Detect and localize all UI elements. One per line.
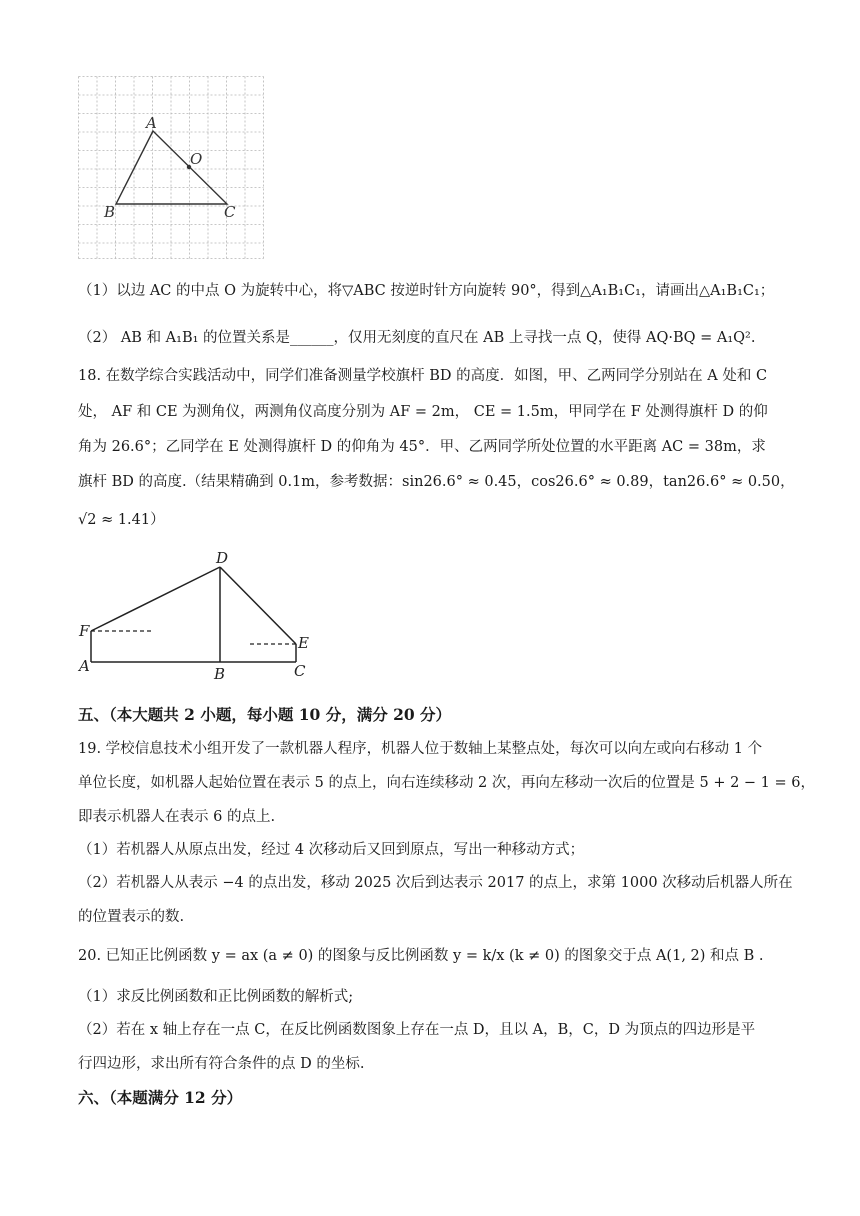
q19-line-4: （1）若机器人从原点出发，经过 4 次移动后又回到原点，写出一种移动方式； [78,842,585,858]
label-b2: B [214,665,226,683]
label-a2: A [79,657,90,675]
q18-line-1: 18. 在数学综合实践活动中，同学们准备测量学校旗杆 BD 的高度．如图，甲、乙两同学分别站在 A 处和 C [78,368,768,384]
segment-fd [91,567,220,631]
label-d: D [216,549,229,567]
q20-line-3: （2）若在 x 轴上存在一点 C，在反比例函数图象上存在一点 D，且以 A，B，C，D 为顶点的四边形是平 [78,1022,756,1038]
label-c2: C [294,662,306,680]
q18-line-4: 旗杆 BD 的高度.（结果精确到 0.1m，参考数据：sin26.6° ≈ 0.45，cos26.6° ≈ 0.89，tan26.6° ≈ 0.50， [78,474,795,490]
q17-part2: （2） AB 和 A₁B₁ 的位置关系是______，仅用无刻度的直尺在 AB 上寻找一点 Q，使得 AQ·BQ = A₁Q². [78,330,756,346]
q18-line-5: √2 ≈ 1.41） [78,512,165,528]
label-c: C [224,203,236,221]
label-a: A [146,114,157,132]
q18-line-2: 处， AF 和 CE 为测角仪，两测角仪高度分别为 AF = 2m， CE = 1.5m，甲同学在 F 处测得旗杆 D 的仰 [78,404,768,420]
q19-line-6: 的位置表示的数. [78,909,185,925]
q20-line-2: （1）求反比例函数和正比例函数的解析式; [78,989,354,1005]
q17-part1: （1）以边 AC 的中点 O 为旋转中心，将▽ABC 按逆时针方向旋转 90°，得到△A₁B₁C₁，请画出△A₁B₁C₁； [78,283,775,299]
flagpole-figure [76,545,326,685]
label-e: E [298,634,309,652]
label-o: O [190,150,203,168]
q20-line-1: 20. 已知正比例函数 y = ax (a ≠ 0) 的图象与反比例函数 y = k/x (k ≠ 0) 的图象交于点 A(1, 2) 和点 B . [78,948,764,964]
section-6-heading: 六、（本题满分 12 分） [78,1088,243,1107]
q20-line-4: 行四边形，求出所有符合条件的点 D 的坐标. [78,1056,365,1072]
q19-line-3: 即表示机器人在表示 6 的点上. [78,809,276,825]
q19-line-1: 19. 学校信息技术小组开发了一款机器人程序，机器人位于数轴上某整点处，每次可以向左或向右移动 1 个 [78,741,763,757]
segment-de [220,567,296,644]
q18-line-3: 角为 26.6°；乙同学在 E 处测得旗杆 D 的仰角为 45°．甲、乙两同学所处位置的水平距离 AC = 38m，求 [78,439,766,455]
label-b: B [104,203,116,221]
grid [79,77,264,259]
grid-triangle-figure [78,76,266,260]
q19-line-5: （2）若机器人从表示 −4 的点出发，移动 2025 次后到达表示 2017 的点上，求第 1000 次移动后机器人所在 [78,875,793,891]
q19-line-2: 单位长度，如机器人起始位置在表示 5 的点上，向右连续移动 2 次，再向左移动一次后的位置是 5 + 2 − 1 = 6， [78,775,815,791]
triangle-abc [116,131,227,204]
label-f: F [79,622,90,640]
section-5-heading: 五、（本大题共 2 小题，每小题 10 分，满分 20 分） [78,705,452,724]
